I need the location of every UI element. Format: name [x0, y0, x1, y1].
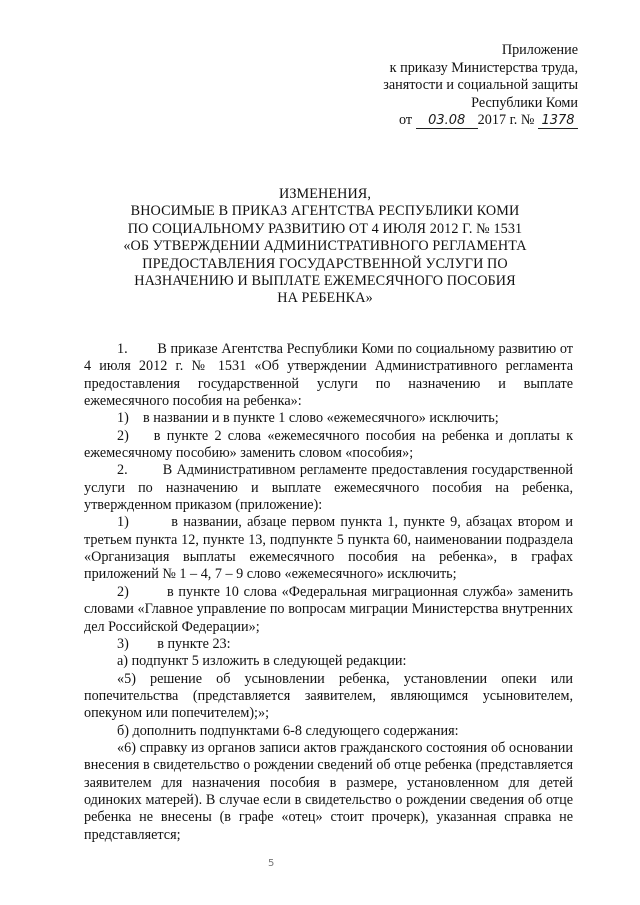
subparagraph-b-text: «6) справку из органов записи актов гражданского состояния об основании внесения в свидетельство о рождении сведений об отце ребенка (представляется заявителем для назначения пособия в размере, установленном для детей одиноких матерей). В случае если в свидетельство о рождении сведения об отце ребенка не внесены (в графе «отец» стоит прочерк), указанная справка не представляется; — [84, 739, 573, 843]
order-reference-line: к приказу Министерства труда, — [389, 59, 578, 76]
order-number-field — [538, 113, 578, 129]
paragraph-1: 1. В приказе Агентства Республики Коми по социальному развитию от 4 июля 2012 г. № 1531 «Об утверждении Административного регламента предоставления государственной услуги по назначению и выплате ежемесячного пособия на ребенка»: — [84, 341, 573, 410]
title-line-2: ВНОСИМЫЕ В ПРИКАЗ АГЕНТСТВА РЕСПУБЛИКИ КОМИ — [130, 203, 520, 220]
order-date-number-line — [298, 112, 578, 130]
paragraph-2-1: 1) в названии, абзаце первом пункта 1, пункте 9, абзацах втором и третьем пункта 12, пункте 13, подпункте 5 пункта 60, наименовании подраздела «Организация выплаты ежемесячного пособия на ребенка», в графах приложений № 1 – 4, 7 – 9 слово «ежемесячного» исключить; — [84, 514, 573, 583]
paragraph-1-2: 2) в пункте 2 слова «ежемесячного пособия на ребенка и доплаты к ежемесячному пособию» заменить словом «пособия»; — [84, 427, 573, 462]
order-date-handwritten: 03.08 — [428, 113, 466, 129]
order-year-label: 2017 г. № — [477, 112, 535, 129]
subparagraph-a-text: «5) решение об усыновлении ребенка, установлении опеки или попечительства (представляется заявителем, являющимся усыновителем, опекуном или попечителем);»; — [84, 670, 573, 722]
page-mark: 5 — [268, 858, 275, 869]
title-line-1: ИЗМЕНЕНИЯ, — [278, 186, 372, 202]
from-label: от — [399, 112, 413, 129]
title-line-6: НАЗНАЧЕНИЮ И ВЫПЛАТЕ ЕЖЕМЕСЯЧНОГО ПОСОБИЯ — [134, 273, 516, 290]
subparagraph-a: а) подпункт 5 изложить в следующей редакции: — [117, 653, 407, 670]
ministry-line: занятости и социальной защиты — [383, 77, 578, 94]
paragraph-1-1: 1) в названии и в пункте 1 слово «ежемесячного» исключить; — [117, 410, 499, 427]
document-body — [84, 341, 573, 844]
title-line-5: ПРЕДОСТАВЛЕНИЯ ГОСУДАРСТВЕННОЙ УСЛУГИ ПО — [142, 255, 508, 272]
appendix-label: Приложение — [501, 42, 578, 58]
title-line-3: ПО СОЦИАЛЬНОМУ РАЗВИТИЮ ОТ 4 ИЮЛЯ 2012 Г. № 1531 — [127, 220, 523, 237]
order-date-field — [416, 113, 478, 129]
paragraph-2-3: 3) в пункте 23: — [117, 635, 231, 652]
order-number-handwritten: 1378 — [541, 113, 575, 129]
paragraph-2-2: 2) в пункте 10 слова «Федеральная миграционная служба» заменить словами «Главное управление по вопросам миграции Министерства внутренних дел Российской Федерации»; — [84, 583, 573, 635]
title-line-7: НА РЕБЕНКА» — [277, 290, 373, 307]
title-line-4: «ОБ УТВЕРЖДЕНИИ АДМИНИСТРАТИВНОГО РЕГЛАМЕНТА — [123, 238, 527, 255]
appendix-header — [298, 42, 578, 130]
document-title — [60, 186, 590, 308]
paragraph-2: 2. В Административном регламенте предоставления государственной услуги по назначению и выплате ежемесячного пособия на ребенка, утвержденном приказом (приложение): — [84, 462, 573, 514]
republic-line: Республики Коми — [471, 94, 578, 111]
subparagraph-b: б) дополнить подпунктами 6-8 следующего содержания: — [117, 722, 459, 739]
